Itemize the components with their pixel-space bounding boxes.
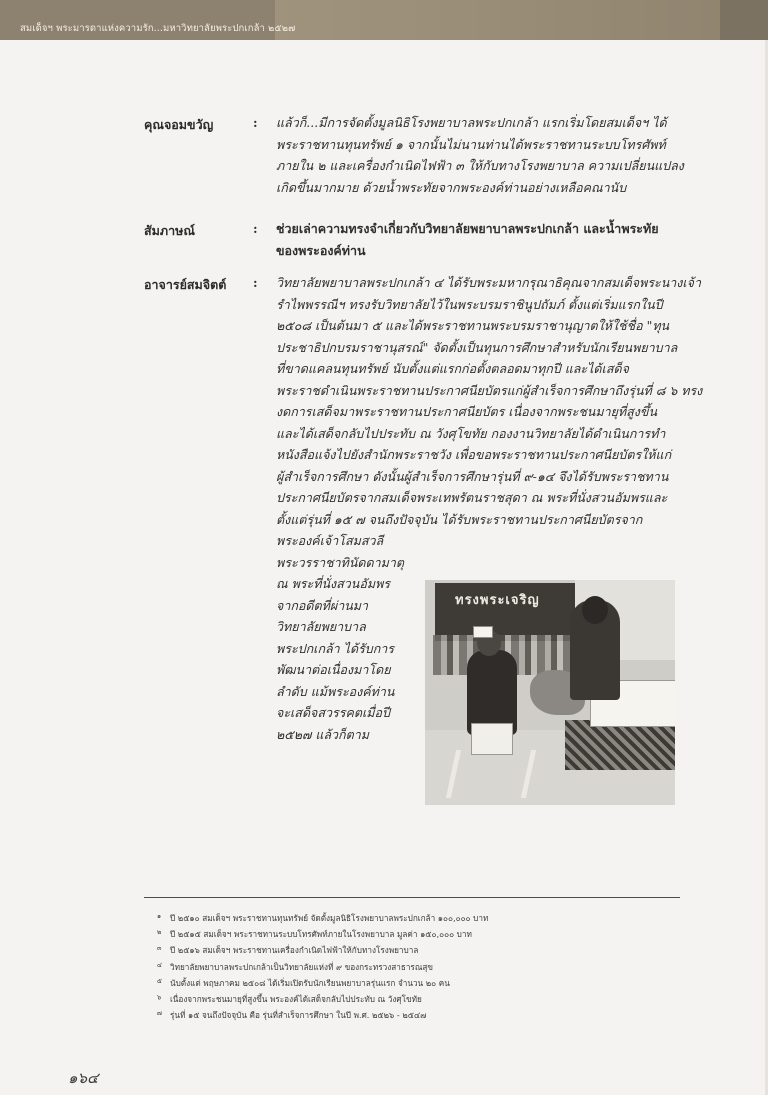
footnote xyxy=(157,991,488,1007)
text-line: ลำดับ แม้พระองค์ท่าน xyxy=(276,683,395,699)
footnote-text: วิทยาลัยพยาบาลพระปกเกล้าเป็นวิทยาลัยแห่งที่ ๙ ของกระทรวงสาธารณสุข xyxy=(170,961,434,972)
photo-banner xyxy=(435,583,575,641)
footnote xyxy=(157,926,488,942)
speaker-colon: : xyxy=(253,275,258,290)
text-line: แล้วก็...มีการจัดตั้งมูลนิธิโรงพยาบาลพระปกเกล้า แรกเริ่มโดยสมเด็จฯ ได้ xyxy=(276,115,667,130)
text-line: เกิดขึ้นมากมาย ด้วยน้ำพระทัยจากพระองค์ท่านอย่างเหลือคณานับ xyxy=(276,179,627,195)
footnote-mark: ๕ xyxy=(157,976,162,985)
text-line: วิทยาลัยพยาบาลพระปกเกล้า ๔ ได้รับพระมหากรุณาธิคุณจากสมเด็จพระนางเจ้า xyxy=(276,275,702,290)
text-line: ผู้สำเร็จการศึกษา ดังนั้นผู้สำเร็จการศึกษารุ่นที่ ๙-๑๔ จึงได้รับพระราชทาน xyxy=(276,468,669,484)
footnote-text: รุ่นที่ ๑๕ จนถึงปัจจุบัน คือ รุ่นที่สำเร็จการศึกษา ในปี พ.ศ. ๒๕๒๖ - ๒๕๔๗ xyxy=(170,1010,427,1021)
speaker-colon: : xyxy=(253,115,258,130)
text-line: ประชาธิปกบรมราชานุสรณ์" จัดตั้งเป็นทุนการศึกษาสำหรับนักเรียนพยาบาล xyxy=(276,339,678,355)
text-line: หนังสือแจ้งไปยังสำนักพระราชวัง เพื่อขอพระราชทานประกาศนียบัตรให้แก่ xyxy=(276,447,672,462)
footnote xyxy=(157,942,488,958)
footnote-mark: ๗ xyxy=(157,1009,162,1018)
text-line: ช่วยเล่าความทรงจำเกี่ยวกับวิทยาลัยพยาบาลพระปกเกล้า และน้ำพระทัย xyxy=(276,221,659,236)
text-line: และได้เสด็จกลับไปประทับ ณ วังศุโขทัย กองงานวิทยาลัยได้ดำเนินการทำ xyxy=(276,425,666,441)
footnote xyxy=(157,910,489,926)
speaker-name: อาจารย์สมจิตต์ xyxy=(144,277,227,292)
dialogue-text xyxy=(276,218,659,261)
speaker-colon: : xyxy=(253,221,258,236)
footnote-divider xyxy=(144,897,680,898)
footnotes xyxy=(157,910,489,1023)
text-line: พระราชทานทุนทรัพย์ ๑ จากนั้นไม่นานท่านได้พระราชทานระบบโทรศัพท์ xyxy=(276,136,666,152)
speaker-name: สัมภาษณ์ xyxy=(144,223,195,238)
text-line: ประกาศนียบัตรจากสมเด็จพระเทพรัตนราชสุดา ณ พระที่นั่งสวนอัมพรและ xyxy=(276,490,668,505)
text-line: งดการเสด็จมาพระราชทานประกาศนียบัตร เนื่องจากพระชนมายุที่สูงขึ้น xyxy=(276,404,657,419)
text-line: จากอดีตที่ผ่านมา xyxy=(276,597,369,613)
text-line: ภายใน ๒ และเครื่องกำเนิดไฟฟ้า ๓ ให้กับทางโรงพยาบาล ความเปลี่ยนแปลง xyxy=(276,158,684,173)
text-line: ๒๕๐๘ เป็นต้นมา ๕ และได้พระราชทานพระบรมราชานุญาตให้ใช้ชื่อ "ทุน xyxy=(276,318,670,333)
text-line: ณ พระที่นั่งสวนอัมพร xyxy=(276,576,391,591)
photo-banner-text: ทรงพระเจริญ xyxy=(455,593,540,608)
ceremony-photo xyxy=(425,580,675,805)
footnote-mark: ๓ xyxy=(157,944,162,953)
page-number: ๑๖๔ xyxy=(68,1069,99,1087)
footnote xyxy=(157,959,488,975)
footnote-text: ปี ๒๕๑๐ สมเด็จฯ พระราชทานทุนทรัพย์ จัดตั้งมูลนิธิโรงพยาบาลพระปกเกล้า ๑๐๐,๐๐๐ บาท xyxy=(170,913,489,923)
text-line: ตั้งแต่รุ่นที่ ๑๕ ๗ จนถึงปัจจุบัน ได้รับพระราชทานประกาศนียบัตรจาก xyxy=(276,511,643,527)
footnote-mark: ๒ xyxy=(157,928,162,937)
dialogue-text xyxy=(276,112,684,198)
text-line: วิทยาลัยพยาบาล xyxy=(276,619,366,634)
footnote-text: ปี ๒๕๑๕ สมเด็จฯ พระราชทานระบบโทรศัพท์ภายในโรงพยาบาล มูลค่า ๑๕๐,๐๐๐ บาท xyxy=(170,929,472,940)
text-line: พระวรราชาทินัดดามาตุ xyxy=(276,554,405,570)
text-line: รำไพพรรณีฯ ทรงรับวิทยาลัยไว้ในพระบรมราชินูปถัมภ์ ตั้งแต่เริ่มแรกในปี xyxy=(276,296,663,312)
text-line: ของพระองค์ท่าน xyxy=(276,242,366,258)
text-line: พระองค์เจ้าโสมสวลี xyxy=(276,533,384,548)
photo-royal-head xyxy=(582,596,608,624)
text-line: ๒๕๒๗ แล้วก็ตาม xyxy=(276,726,369,742)
photo-nurse-skirt xyxy=(471,723,513,755)
photo-carpet xyxy=(565,720,675,770)
text-line: พระปกเกล้า ได้รับการ xyxy=(276,640,395,656)
footnote-mark: ๖ xyxy=(157,993,162,1002)
text-line: ที่ขาดแคลนทุนทรัพย์ นับตั้งแต่แรกก่อตั้งตลอดมาทุกปี และได้เสด็จ xyxy=(276,361,629,376)
footnote-mark: ๔ xyxy=(157,960,162,969)
footnote xyxy=(157,975,488,991)
header-corner-block xyxy=(720,0,768,40)
photo-nurse-cap xyxy=(473,626,493,638)
footnote-text: นับตั้งแต่ พฤษภาคม ๒๕๐๘ ได้เริ่มเปิดรับนักเรียนพยาบาลรุ่นแรก จำนวน ๒๐ คน xyxy=(170,977,450,988)
running-header-bar xyxy=(0,0,768,40)
text-line: พัฒนาต่อเนื่องมาโดย xyxy=(276,662,391,677)
footnote xyxy=(157,1007,488,1023)
text-line: พระราชดำเนินพระราชทานประกาศนียบัตรแก่ผู้สำเร็จการศึกษาถึงรุ่นที่ ๘ ๖ ทรง xyxy=(276,382,703,398)
text-line: จะเสด็จสวรรคตเมื่อปี xyxy=(276,705,390,720)
running-title: สมเด็จฯ พระมารดาแห่งความรัก...มหาวิทยาลัยพระปกเกล้า ๒๕๒๗ xyxy=(20,23,296,34)
footnote-text: ปี ๒๕๑๖ สมเด็จฯ พระราชทานเครื่องกำเนิดไฟฟ้าให้กับทางโรงพยาบาล xyxy=(170,945,419,956)
footnote-mark: ๑ xyxy=(157,912,162,920)
speaker-name: คุณจอมขวัญ xyxy=(144,117,214,132)
photo-nurse-legs xyxy=(446,750,536,798)
footnote-text: เนื่องจากพระชนมายุที่สูงขึ้น พระองค์ได้เสด็จกลับไปประทับ ณ วังศุโขทัย xyxy=(170,994,422,1005)
